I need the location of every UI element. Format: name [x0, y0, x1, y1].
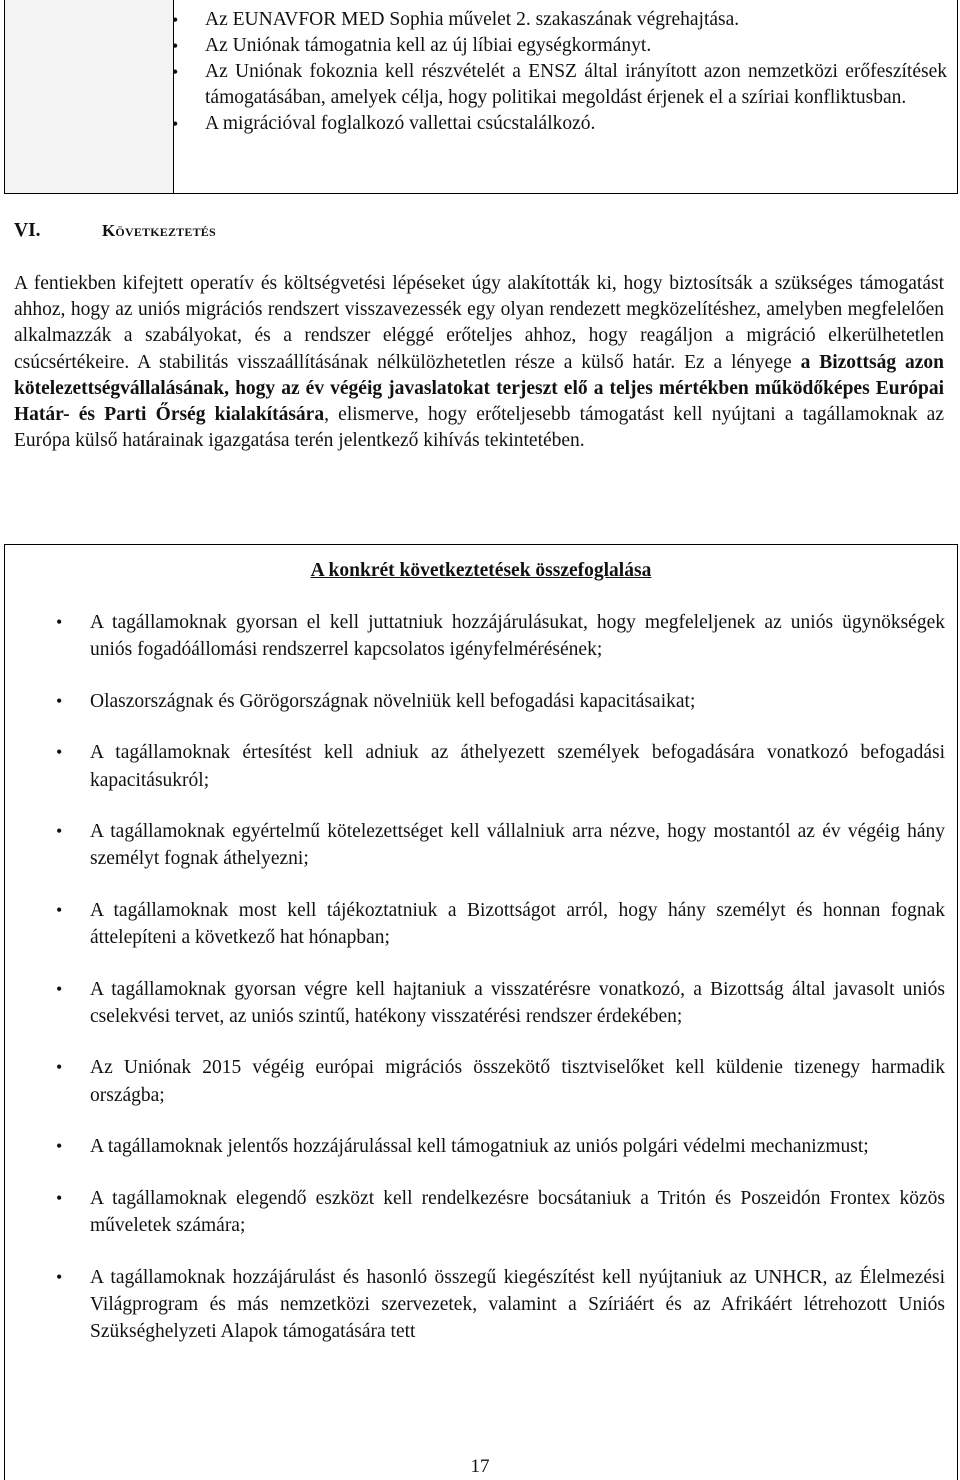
- summary-item: • A tagállamoknak gyorsan el kell juttatniuk hozzájárulásukat, hogy megfeleljenek az uniós ügynökségek uniós fogadóállomási rendszerrel kapcsolatos igényfelmérésének;: [90, 609, 945, 664]
- top-bullet-item: • Az EUNAVFOR MED Sophia művelet 2. szakaszának végrehajtása.: [205, 7, 947, 33]
- top-bullet-list: [205, 7, 947, 137]
- top-bullet-item: • Az Uniónak fokoznia kell részvételét a ENSZ által irányított azon nemzetközi erőfeszítések támogatásában, amelyek célja, hogy politikai megoldást érjenek el a szíriai konfliktusban.: [205, 59, 947, 111]
- paragraph-bold-text: a Bizottság azon kötelezettségvállalásának, hogy az év végéig javaslatokat terjeszt elő a teljes mértékben működőképes Európai Határ- és Parti Őrség kialakítására: [14, 351, 945, 426]
- summary-item: • A tagállamoknak gyorsan végre kell hajtaniuk a visszatérésre vonatkozó, a Bizottság által javasolt uniós cselekvési tervet, az uniós szintű, hatékony visszatérési rendszer érdekében;: [90, 976, 945, 1031]
- paragraph-text-2: , elismerve, hogy erőteljesebb támogatást kell nyújtani a tagállamoknak az Európa külső határainak igazgatása terén jelentkező kihívás tekintetében.: [14, 404, 944, 452]
- summary-title: A konkrét következtetések összefoglalása: [310, 560, 652, 581]
- top-table-left-cell: [5, 0, 174, 193]
- summary-item: • A tagállamoknak egyértelmű kötelezettséget kell vállalniuk arra nézve, hogy mostantól az év végéig hány személyt fognak áthelyezni;: [90, 818, 945, 873]
- summary-item: • Olaszországnak és Görögországnak növelniük kell befogadási kapacitásaikat;: [90, 688, 945, 715]
- page-number: 17: [470, 1456, 490, 1477]
- paragraph-text-1: A fentiekben kifejtett operatív és költségvetési lépéseket úgy alakították ki, hogy biztosítsák a szükséges támogatást ahhoz, hogy az uniós migrációs rendszert visszavezessék egy olyan rendezett megközelítéshez, amelyben megfelelően alkalmazzák a szabályokat, és a rendszer eléggé erőteljes ahhoz, hogy reagáljon a migráció elkerülhetetlen csúcsértékeire. A stabilitás visszaállításának nélkülözhetetlen része a külső határ. Ez a lényege: [14, 273, 944, 373]
- summary-item: • A tagállamoknak hozzájárulást és hasonló összegű kiegészítést kell nyújtaniuk az UNHCR, az Élelmezési Világprogram és más nemzetközi szervezetek, valamint a Szíriáért és az Afrikáért létrehozott Uniós Szükséghelyzeti Alapok támogatására tett: [90, 1264, 945, 1346]
- conclusion-paragraph: [14, 271, 944, 454]
- top-table-box: [4, 0, 958, 194]
- summary-item: • A tagállamoknak elegendő eszközt kell rendelkezésre bocsátaniuk a Tritón és Poszeidón Frontex közös műveletek számára;: [90, 1185, 945, 1240]
- summary-item: • A tagállamoknak jelentős hozzájárulással kell támogatniuk az uniós polgári védelmi mechanizmust;: [90, 1133, 945, 1160]
- summary-list: [90, 609, 945, 1346]
- summary-item: • Az Uniónak 2015 végéig európai migrációs összekötő tisztviselőket kell küldenie tizenegy harmadik országba;: [90, 1054, 945, 1109]
- section-number: VI.: [14, 220, 41, 241]
- section-title: Következtetés: [102, 221, 216, 240]
- summary-item: • A tagállamoknak értesítést kell adniuk az áthelyezett személyek befogadására vonatkozó befogadási kapacitásukról;: [90, 739, 945, 794]
- summary-item: • A tagállamoknak most kell tájékoztatniuk a Bizottságot arról, hogy hány személyt és honnan fognak áttelepíteni a következő hat hónapban;: [90, 897, 945, 952]
- section-heading: [14, 220, 216, 242]
- summary-box: [4, 544, 958, 1480]
- top-bullet-item: • A migrációval foglalkozó vallettai csúcstalálkozó.: [205, 111, 947, 137]
- top-bullet-item: • Az Uniónak támogatnia kell az új líbiai egységkormányt.: [205, 33, 947, 59]
